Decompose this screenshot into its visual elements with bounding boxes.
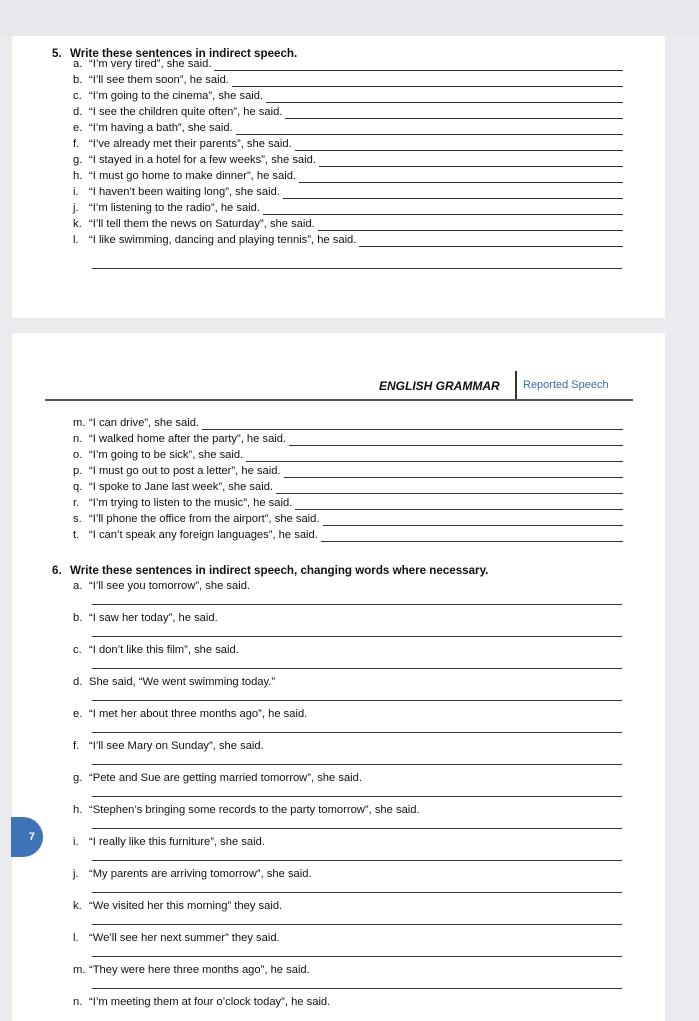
item-sentence: “I stayed in a hotel for a few weeks”, she said. bbox=[89, 154, 316, 166]
section-5-item bbox=[73, 495, 623, 510]
item-letter: o. bbox=[73, 449, 83, 461]
item-sentence: “My parents are arriving tomorrow”, she said. bbox=[89, 868, 312, 880]
answer-line[interactable] bbox=[92, 732, 622, 733]
item-letter: a. bbox=[73, 580, 83, 592]
answer-line[interactable] bbox=[283, 187, 623, 199]
answer-line[interactable] bbox=[299, 171, 623, 183]
item-sentence: “I spoke to Jane last week”, she said. bbox=[89, 481, 274, 493]
answer-line[interactable] bbox=[295, 139, 623, 151]
section-6-item bbox=[73, 738, 264, 753]
answer-line[interactable] bbox=[276, 482, 623, 494]
section-6-number: 6. bbox=[52, 564, 62, 577]
answer-line[interactable] bbox=[92, 956, 622, 957]
item-sentence: “I walked home after the party”, he said. bbox=[89, 433, 287, 445]
answer-line-extra[interactable] bbox=[92, 268, 622, 269]
answer-line[interactable] bbox=[92, 828, 622, 829]
answer-line[interactable] bbox=[295, 498, 623, 510]
answer-line[interactable] bbox=[263, 203, 623, 215]
item-letter: q. bbox=[73, 481, 83, 493]
item-sentence: “I must go home to make dinner”, he said. bbox=[89, 170, 297, 182]
item-sentence: “I’ll phone the office from the airport”, she said. bbox=[89, 513, 320, 525]
item-sentence: “Pete and Sue are getting married tomorrow”, she said. bbox=[89, 772, 362, 784]
section-5-item bbox=[73, 463, 623, 478]
item-letter: i. bbox=[73, 186, 79, 198]
answer-line[interactable] bbox=[92, 668, 622, 669]
answer-line[interactable] bbox=[92, 700, 622, 701]
item-sentence: “I don’t like this film”, she said. bbox=[89, 644, 239, 656]
item-letter: g. bbox=[73, 154, 83, 166]
section-5-item bbox=[73, 120, 623, 135]
item-sentence: “Stephen’s bringing some records to the party tomorrow”, she said. bbox=[89, 804, 420, 816]
item-letter: l. bbox=[73, 932, 79, 944]
answer-line[interactable] bbox=[202, 418, 623, 430]
item-sentence: She said, “We went swimming today.” bbox=[89, 676, 276, 688]
section-6-item bbox=[73, 994, 330, 1009]
section-6-heading bbox=[52, 564, 488, 577]
item-letter: d. bbox=[73, 676, 83, 688]
item-sentence: “They were here three months ago”, he said. bbox=[89, 964, 310, 976]
section-5-item bbox=[73, 168, 623, 183]
item-sentence: “I’ll tell them the news on Saturday”, she said. bbox=[89, 218, 315, 230]
answer-line[interactable] bbox=[236, 123, 623, 135]
item-letter: k. bbox=[73, 218, 82, 230]
section-5-title: Write these sentences in indirect speech. bbox=[70, 47, 298, 60]
item-letter: r. bbox=[73, 497, 80, 509]
answer-line[interactable] bbox=[232, 75, 623, 87]
item-letter: f. bbox=[73, 740, 80, 752]
section-5-number: 5. bbox=[52, 47, 62, 60]
section-5-item bbox=[73, 415, 623, 430]
section-5-item bbox=[73, 511, 623, 526]
section-6-item bbox=[73, 642, 239, 657]
section-6-item bbox=[73, 930, 280, 945]
answer-line[interactable] bbox=[92, 764, 622, 765]
section-6-item bbox=[73, 706, 307, 721]
item-sentence: “I haven’t been waiting long”, she said. bbox=[89, 186, 280, 198]
item-letter: n. bbox=[73, 996, 83, 1008]
section-5-item bbox=[73, 104, 623, 119]
item-sentence: “I’m trying to listen to the music”, he said. bbox=[89, 497, 293, 509]
item-sentence: “I’ll see them soon”, he said. bbox=[89, 74, 229, 86]
answer-line[interactable] bbox=[284, 466, 623, 478]
answer-line[interactable] bbox=[92, 636, 622, 637]
item-letter: t. bbox=[73, 529, 80, 541]
section-5-item bbox=[73, 152, 623, 167]
answer-line[interactable] bbox=[92, 988, 622, 989]
header-rule bbox=[45, 399, 633, 401]
item-sentence: “I’ve already met their parents”, she said. bbox=[89, 138, 292, 150]
answer-line[interactable] bbox=[318, 219, 623, 231]
item-sentence: “I’m having a bath”, she said. bbox=[89, 122, 233, 134]
item-letter: e. bbox=[73, 122, 83, 134]
section-5-item bbox=[73, 431, 623, 446]
section-6-item bbox=[73, 802, 420, 817]
item-letter: c. bbox=[73, 90, 82, 102]
item-letter: m. bbox=[73, 964, 86, 976]
section-5-item bbox=[73, 136, 623, 151]
item-sentence: “I really like this furniture”, she said. bbox=[89, 836, 265, 848]
answer-line[interactable] bbox=[266, 91, 623, 103]
answer-line[interactable] bbox=[359, 235, 623, 247]
section-5-item bbox=[73, 184, 623, 199]
item-letter: e. bbox=[73, 708, 83, 720]
item-sentence: “I’m listening to the radio”, he said. bbox=[89, 202, 261, 214]
item-sentence: “We visited her this morning” they said. bbox=[89, 900, 283, 912]
answer-line[interactable] bbox=[92, 892, 622, 893]
section-6-item bbox=[73, 834, 265, 849]
section-6-item bbox=[73, 866, 312, 881]
item-sentence: “I saw her today”, he said. bbox=[89, 612, 218, 624]
item-letter: g. bbox=[73, 772, 83, 784]
top-bar bbox=[0, 0, 699, 36]
answer-line[interactable] bbox=[92, 604, 622, 605]
answer-line[interactable] bbox=[285, 107, 623, 119]
item-sentence: “We’ll see her next summer” they said. bbox=[89, 932, 280, 944]
section-5-item bbox=[73, 232, 623, 247]
answer-line[interactable] bbox=[321, 530, 623, 542]
section-5-item bbox=[73, 479, 623, 494]
item-letter: s. bbox=[73, 513, 82, 525]
section-6-item bbox=[73, 610, 218, 625]
answer-line[interactable] bbox=[92, 924, 622, 925]
answer-line[interactable] bbox=[92, 860, 622, 861]
item-sentence: “I must go out to post a letter”, he said. bbox=[89, 465, 281, 477]
item-letter: h. bbox=[73, 170, 83, 182]
item-sentence: “I like swimming, dancing and playing tennis”, he said. bbox=[89, 234, 357, 246]
header-title: ENGLISH GRAMMAR bbox=[379, 379, 500, 393]
item-letter: d. bbox=[73, 106, 83, 118]
item-letter: a. bbox=[73, 58, 83, 70]
item-letter: i. bbox=[73, 836, 79, 848]
item-letter: k. bbox=[73, 900, 82, 912]
header-divider bbox=[515, 371, 517, 401]
section-5-item bbox=[73, 56, 623, 71]
worksheet-page-1 bbox=[12, 36, 665, 318]
item-letter: b. bbox=[73, 74, 83, 86]
section-6-item bbox=[73, 674, 275, 689]
item-letter: j. bbox=[73, 868, 79, 880]
answer-line[interactable] bbox=[214, 59, 623, 71]
item-letter: m. bbox=[73, 417, 86, 429]
item-sentence: “I’m going to be sick”, she said. bbox=[89, 449, 244, 461]
section-6-item bbox=[73, 962, 310, 977]
item-sentence: “I met her about three months ago”, he said. bbox=[89, 708, 308, 720]
item-sentence: “I can drive”, she said. bbox=[89, 417, 200, 429]
item-letter: c. bbox=[73, 644, 82, 656]
item-letter: f. bbox=[73, 138, 80, 150]
item-letter: h. bbox=[73, 804, 83, 816]
answer-line[interactable] bbox=[246, 450, 623, 462]
answer-line[interactable] bbox=[323, 514, 624, 526]
item-letter: l. bbox=[73, 234, 79, 246]
item-sentence: “I can’t speak any foreign languages”, he said. bbox=[89, 529, 318, 541]
section-5-item bbox=[73, 447, 623, 462]
section-5-item bbox=[73, 216, 623, 231]
item-letter: p. bbox=[73, 465, 83, 477]
worksheet-page-2 bbox=[12, 333, 665, 1021]
item-letter: j. bbox=[73, 202, 79, 214]
item-sentence: “I’m meeting them at four o’clock today”, he said. bbox=[89, 996, 331, 1008]
answer-line[interactable] bbox=[319, 155, 623, 167]
item-sentence: “I’ll see you tomorrow”, she said. bbox=[89, 580, 251, 592]
item-sentence: “I’m very tired”, she said. bbox=[89, 58, 212, 70]
item-letter: n. bbox=[73, 433, 83, 445]
item-sentence: “I’m going to the cinema”, she said. bbox=[89, 90, 264, 102]
header-subtitle: Reported Speech bbox=[523, 379, 609, 391]
section-6-item bbox=[73, 898, 282, 913]
item-sentence: “I see the children quite often”, he said. bbox=[89, 106, 283, 118]
section-5-item bbox=[73, 72, 623, 87]
item-letter: b. bbox=[73, 612, 83, 624]
section-5-item bbox=[73, 200, 623, 215]
page-number-badge: 7 bbox=[13, 817, 43, 857]
answer-line[interactable] bbox=[289, 434, 623, 446]
section-5-item bbox=[73, 527, 623, 542]
section-6-title: Write these sentences in indirect speech, changing words where necessary. bbox=[70, 564, 489, 577]
section-6-item bbox=[73, 578, 250, 593]
item-sentence: “I’ll see Mary on Sunday”, she said. bbox=[89, 740, 264, 752]
section-6-item bbox=[73, 770, 362, 785]
answer-line[interactable] bbox=[92, 796, 622, 797]
section-5-item bbox=[73, 88, 623, 103]
